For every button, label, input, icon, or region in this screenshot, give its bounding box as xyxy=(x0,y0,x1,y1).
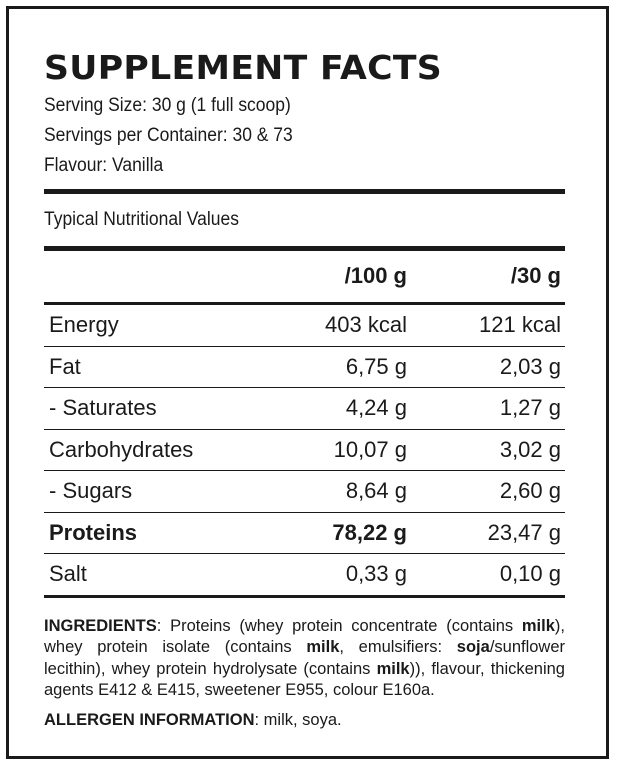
panel-title: SUPPLEMENT FACTS xyxy=(44,48,443,87)
allergen-highlight: milk xyxy=(521,616,555,635)
table-row xyxy=(44,304,565,347)
value-per30: 1,27 g xyxy=(407,388,565,430)
value-per30: 23,47 g xyxy=(407,512,565,554)
nutrient-name: Energy xyxy=(44,304,249,347)
nutrition-table xyxy=(44,251,565,598)
value-per100: 78,22 g xyxy=(249,512,407,554)
table-row xyxy=(44,346,565,388)
separator: : xyxy=(156,616,171,635)
value-per30: 0,10 g xyxy=(407,554,565,597)
table-header-row xyxy=(44,251,565,304)
value-per100: 10,07 g xyxy=(249,429,407,471)
table-row xyxy=(44,512,565,554)
ingredients-part: , emulsifiers: xyxy=(339,638,457,656)
value-per100: 6,75 g xyxy=(249,346,407,388)
value-per100: 8,64 g xyxy=(249,471,407,513)
value-per30: 2,60 g xyxy=(407,471,565,513)
nutrient-name: - Saturates xyxy=(44,388,249,430)
nutrient-name: Proteins xyxy=(44,512,249,554)
nutrient-name: - Sugars xyxy=(44,471,249,513)
ingredients-label: INGREDIENTS xyxy=(44,616,157,635)
section-title: Typical Nutritional Values xyxy=(44,209,239,230)
nutrient-name: Fat xyxy=(44,346,249,388)
value-per30: 2,03 g xyxy=(407,346,565,388)
value-per30: 121 kcal xyxy=(407,304,565,347)
allergen-highlight: milk xyxy=(306,638,340,656)
table-row xyxy=(44,471,565,513)
supplement-facts-panel xyxy=(6,6,609,759)
table-row xyxy=(44,429,565,471)
allergen-highlight: milk xyxy=(376,659,410,678)
servings-per-container: Servings per Container: 30 & 73 xyxy=(44,125,293,146)
allergen-highlight: soja xyxy=(456,638,490,656)
ingredients-part: ), whey protein isolate (contains xyxy=(44,616,565,656)
allergen-text: : milk, soya. xyxy=(254,710,342,729)
allergen-label: ALLERGEN INFORMATION xyxy=(44,710,255,729)
ingredients-part: )), flavour, thickening agents E412 & E415, sweetener E955, colour E160a. xyxy=(44,659,565,699)
allergen-info xyxy=(44,709,565,731)
column-header-nutrient xyxy=(44,251,249,304)
ingredients-text xyxy=(44,616,565,702)
table-row xyxy=(44,554,565,597)
panel-content xyxy=(44,45,565,731)
flavour: Flavour: Vanilla xyxy=(44,155,164,176)
column-header-per100: /100 g xyxy=(344,262,407,288)
serving-info xyxy=(44,91,523,181)
value-per30: 3,02 g xyxy=(407,429,565,471)
table-row xyxy=(44,388,565,430)
ingredients-part: /sunflower lecithin), whey protein hydrolysate (contains xyxy=(44,638,566,678)
ingredients-part: Proteins (whey protein concentrate (contains xyxy=(170,616,522,635)
nutrient-name: Salt xyxy=(44,554,249,597)
serving-size: Serving Size: 30 g (1 full scoop) xyxy=(44,95,291,116)
column-header-per30: /30 g xyxy=(510,262,561,288)
value-per100: 403 kcal xyxy=(249,304,407,347)
value-per100: 4,24 g xyxy=(249,388,407,430)
value-per100: 0,33 g xyxy=(249,554,407,597)
nutrient-name: Carbohydrates xyxy=(44,429,249,471)
